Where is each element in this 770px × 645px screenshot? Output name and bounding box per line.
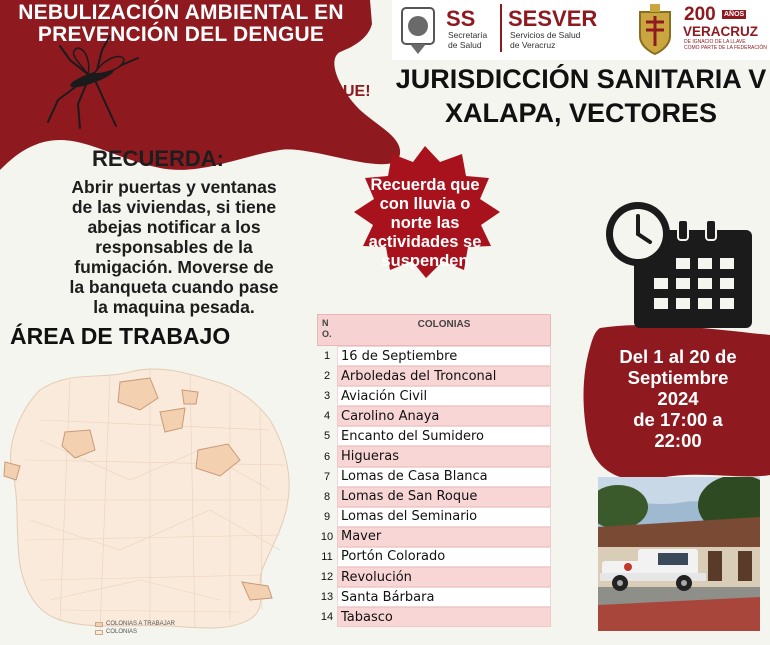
notice-text	[350, 176, 500, 271]
table-row	[317, 547, 551, 567]
row-colonia: Carolino Anaya	[337, 406, 551, 426]
row-number: 10	[320, 530, 334, 543]
anniversary-word: AÑOS	[724, 11, 745, 18]
schedule-line5: 22:00	[654, 430, 702, 451]
reminder-line7: la maquina pesada.	[93, 297, 255, 317]
veracruz-sub2: COMO PARTE DE LA FEDERACIÓN	[684, 45, 767, 51]
slogan-line3: colonias de Xalapa.	[177, 121, 327, 138]
header-title-line1: NEBULIZACIÓN AMBIENTAL EN	[18, 1, 344, 24]
row-colonia: Tabasco	[337, 607, 551, 627]
table-header-no-1: N	[322, 318, 329, 328]
schedule-line1: Del 1 al 20 de	[619, 346, 737, 367]
legend-all	[95, 628, 175, 636]
table-row	[317, 346, 551, 366]
table-row	[317, 406, 551, 426]
table-row	[317, 446, 551, 466]
work-area-map	[0, 350, 315, 645]
row-number: 13	[320, 591, 334, 604]
slogan	[112, 82, 392, 139]
reminder-line3: abejas notificar a los	[87, 217, 261, 237]
ss-sub1: Secretaría	[448, 30, 488, 40]
legend-target	[95, 620, 175, 628]
ss-logo: SS	[446, 6, 476, 31]
row-number: 6	[323, 450, 331, 463]
reminder-line6: la banqueta cuando pase	[69, 277, 279, 297]
ss-sub	[448, 30, 487, 50]
row-colonia: Encanto del Sumidero	[337, 426, 551, 446]
legend-target-label: COLONIAS A TRABAJAR	[106, 621, 175, 627]
table-row	[317, 366, 551, 386]
row-colonia: Santa Bárbara	[337, 587, 551, 607]
row-number: 14	[320, 611, 334, 624]
row-colonia: Lomas de San Roque	[337, 487, 551, 507]
table-row	[317, 426, 551, 446]
ss-sub2: de Salud	[448, 40, 482, 50]
reminder-line4: responsables de la	[95, 237, 253, 257]
sesver-sub	[510, 30, 580, 50]
row-colonia: Higueras	[337, 446, 551, 466]
legend-swatch-target	[95, 622, 103, 627]
schedule-line4: de 17:00 a	[633, 409, 723, 430]
row-number: 9	[323, 510, 331, 523]
row-number: 1	[323, 350, 331, 363]
table-header	[317, 314, 551, 346]
table-header-no-2: O.	[322, 329, 332, 339]
row-number: 11	[321, 550, 333, 563]
map-colonia-5	[182, 390, 198, 404]
table-row	[317, 487, 551, 507]
row-colonia: Lomas de Casa Blanca	[337, 467, 551, 487]
jurisdiction-line2: XALAPA, VECTORES	[444, 98, 718, 128]
reminder-body	[30, 177, 318, 317]
clock-calendar-icon	[604, 200, 756, 330]
row-number: 8	[323, 490, 331, 503]
reminder-line2: de las viviendas, si tiene	[71, 197, 277, 217]
logo-divider	[500, 4, 502, 52]
legend-all-label: COLONIAS	[106, 629, 138, 635]
table-row	[317, 386, 551, 406]
anniversary-number: 200	[684, 4, 716, 25]
table-row	[317, 567, 551, 587]
row-colonia: Arboledas del Tronconal	[337, 366, 551, 386]
reminder-line1: Abrir puertas y ventanas	[71, 177, 277, 197]
sesver-sub2: de Veracruz	[510, 40, 556, 50]
row-colonia: 16 de Septiembre	[337, 346, 551, 366]
veracruz-sub1: DE IGNACIO DE LA LLAVE	[684, 39, 746, 45]
row-number: 5	[323, 430, 331, 443]
schedule-line2: Septiembre	[627, 367, 729, 388]
row-colonia: Maver	[337, 527, 551, 547]
row-number: 7	[323, 470, 331, 483]
mexico-shield-icon	[396, 4, 440, 56]
row-number: 12	[320, 571, 334, 584]
jurisdiction-title	[392, 62, 770, 130]
schedule-dates	[586, 346, 770, 451]
veracruz-sub	[684, 39, 767, 51]
table-header-colonias: COLONIAS	[417, 319, 471, 330]
notice-line1: Recuerda que	[370, 176, 480, 194]
slogan-line1: ¡TODOS CONTRA EL DENGUE!	[133, 83, 371, 100]
table-row	[317, 527, 551, 547]
row-number: 4	[323, 410, 331, 423]
sesver-sub1: Servicios de Salud	[510, 30, 581, 40]
schedule-line3: 2024	[657, 388, 699, 409]
fumigation-truck-photo	[598, 477, 760, 631]
slogan-line2: Es una tarea conjunta en	[157, 102, 347, 119]
row-colonia: Portón Colorado	[337, 547, 551, 567]
row-colonia: Aviación Civil	[337, 386, 551, 406]
row-number: 3	[323, 390, 331, 403]
map-colonia-3	[160, 408, 185, 432]
veracruz-crest-icon	[632, 2, 678, 56]
veracruz-label: VERACRUZ	[683, 24, 759, 39]
table-row	[317, 467, 551, 487]
table-row	[317, 587, 551, 607]
table-header-no	[318, 315, 338, 345]
colonias-table	[317, 314, 551, 627]
row-number: 2	[323, 370, 331, 383]
row-colonia: Lomas del Seminario	[337, 507, 551, 527]
logos-bar	[392, 0, 770, 60]
work-area-heading: ÁREA DE TRABAJO	[10, 323, 231, 349]
legend-swatch-all	[95, 630, 103, 635]
table-body	[317, 346, 551, 627]
notice-line2: con lluvia o	[379, 195, 471, 213]
map-legend	[95, 620, 175, 636]
sesver-logo: SESVER	[508, 6, 598, 31]
table-row	[317, 607, 551, 627]
notice-line3: norte las	[390, 214, 460, 232]
header-title-line2: PREVENCIÓN DEL DENGUE	[37, 23, 325, 46]
row-colonia: Revolución	[337, 567, 551, 587]
notice-line5: suspenden	[381, 252, 469, 270]
reminder-line5: fumigación. Moverse de	[74, 257, 274, 277]
reminder-heading: RECUERDA:	[92, 146, 224, 171]
notice-line4: actividades se	[368, 233, 482, 251]
table-row	[317, 507, 551, 527]
jurisdiction-line1: JURISDICCIÓN SANITARIA V	[395, 64, 767, 94]
